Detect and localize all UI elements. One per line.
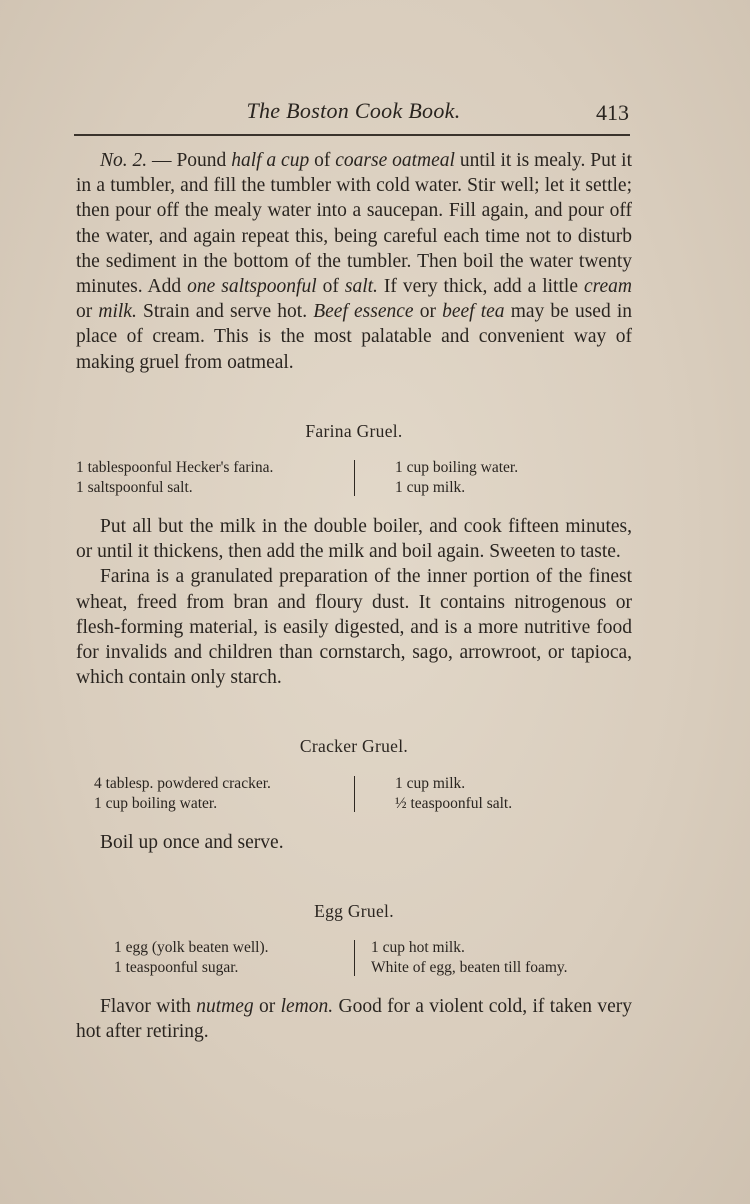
egg-ingredients: [76, 938, 632, 978]
text-run: Beef essence: [313, 301, 414, 323]
cracker-ingredients: [76, 774, 632, 814]
ingredient-line: 1 cup boiling water.: [395, 459, 519, 477]
ingredient-line: 1 tablespoonful Hecker's farina.: [76, 459, 274, 477]
text-run: Good for a violent cold, if taken very hot after retiring.: [76, 996, 632, 1043]
ingredient-line: 1 cup boiling water.: [94, 794, 218, 812]
running-header: [76, 96, 631, 130]
farina-method-paragraph: Put all but the milk in the double boiler, and cook fifteen minutes, or until it thickens, then add the milk and boil again. Sweeten to taste.: [76, 516, 632, 563]
text-run: nutmeg: [196, 996, 254, 1018]
ingredient-line: 1 egg (yolk beaten well).: [114, 939, 269, 957]
ingredient-line: 1 cup milk.: [395, 479, 466, 497]
text-run: cream: [583, 276, 632, 298]
text-run: or: [413, 301, 443, 323]
text-run: or: [76, 301, 99, 323]
ingredient-line: 1 cup milk.: [395, 774, 466, 792]
text-run: milk.: [98, 301, 137, 323]
farina-note-paragraph: Farina is a granulated preparation of the inner portion of the finest wheat, freed from bran and floury dust. It contains nitrogenous or flesh-forming material, is easily digested, and is a more nutritive food for invalids and children than cornstarch, sago, arrowroot, or tapioca, which contain only starch.: [76, 566, 632, 689]
text-run: beef tea: [442, 301, 505, 323]
page-number: 413: [596, 100, 629, 125]
ingredient-line: White of egg, beaten till foamy.: [371, 959, 568, 977]
text-run: lemon.: [280, 996, 334, 1018]
cracker-gruel-heading: Cracker Gruel.: [299, 736, 409, 757]
text-run: of: [309, 150, 336, 171]
text-run: coarse oatmeal: [335, 150, 455, 171]
book-title: The Boston Cook Book.: [246, 98, 461, 123]
text-run: may be used in place of cream. This is the most palatable and convenient way of making gruel from oatmeal.: [76, 301, 633, 373]
text-run: one saltspoonful: [187, 276, 317, 298]
egg-method-paragraph: [76, 994, 632, 1044]
page-body: [76, 148, 632, 1044]
ingredient-line: ½ teaspoonful salt.: [395, 794, 513, 812]
cracker-method-paragraph: Boil up once and serve.: [100, 831, 284, 853]
text-run: If very thick, add a little: [377, 276, 584, 298]
ingredient-line: 1 saltspoonful salt.: [76, 479, 193, 497]
text-run: or: [253, 996, 281, 1018]
header-rule: [74, 134, 630, 136]
ingredient-line: 4 tablesp. powdered cracker.: [94, 774, 271, 792]
farina-gruel-heading: Farina Gruel.: [305, 420, 403, 441]
farina-ingredients: [76, 458, 632, 498]
text-run: Strain and serve hot.: [136, 301, 314, 323]
text-run: — Pound: [147, 150, 232, 171]
text-run: of: [316, 276, 345, 298]
text-run: salt.: [344, 276, 378, 298]
ingredient-line: 1 teaspoonful sugar.: [114, 959, 239, 977]
text-run: half a cup: [231, 150, 310, 171]
text-run: until it is mealy. Put it in a tumbler, and fill the tumbler with cold water. Stir well; let it settle; then pour off the mealy water into a saucepan. Fill again, and pour off the water, and again repeat this, being careful each time not to disturb the sediment in the bottom of the tumbler. Then boil the water twenty minutes. Add: [76, 150, 632, 298]
ingredient-line: 1 cup hot milk.: [371, 939, 465, 957]
recipe-number: No. 2.: [100, 150, 148, 171]
oatmeal-gruel-no2-paragraph: [76, 148, 632, 375]
text-run: Flavor with: [100, 996, 197, 1018]
egg-gruel-heading: Egg Gruel.: [314, 900, 394, 921]
